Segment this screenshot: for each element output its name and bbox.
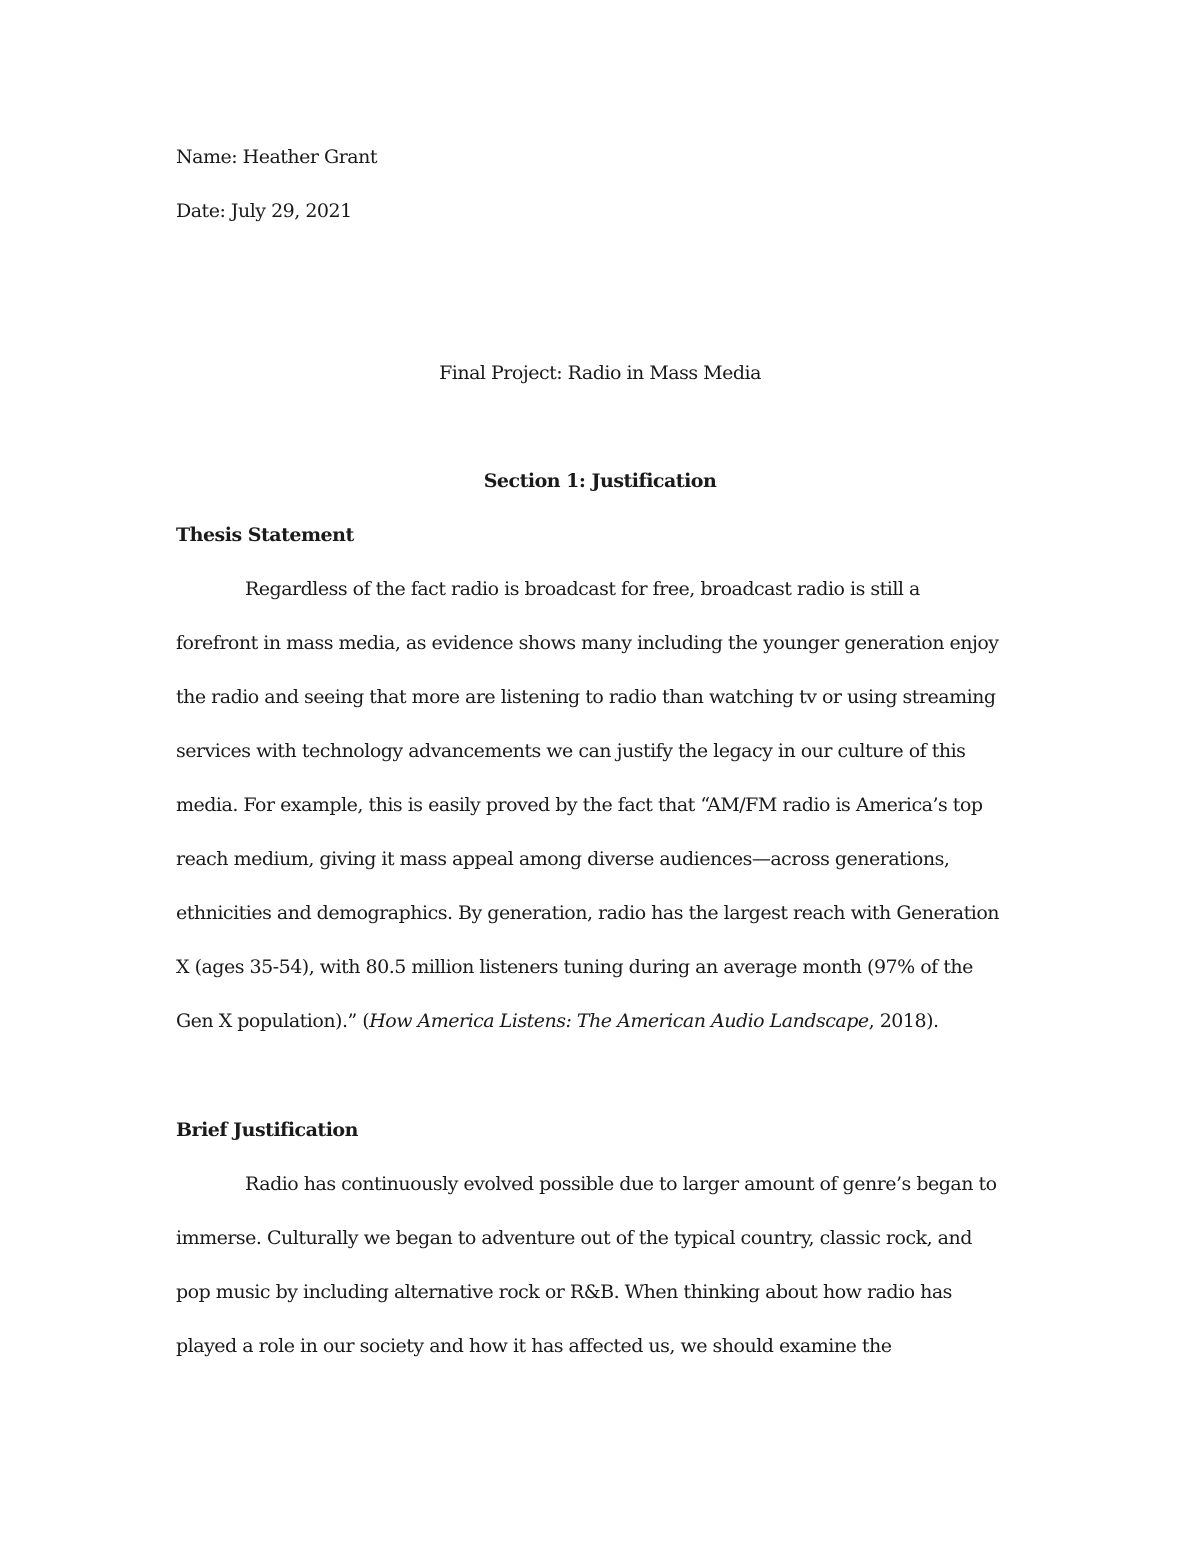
brief-heading: Brief Justification	[176, 1119, 358, 1141]
brief-line: pop music by including alternative rock or R&B. When thinking about how radio has	[176, 1281, 952, 1303]
author-name: Name: Heather Grant	[176, 146, 377, 168]
section-heading: Section 1: Justification	[483, 470, 717, 492]
brief-line: immerse. Culturally we began to adventure out of the typical country, classic rock, and	[176, 1227, 972, 1249]
thesis-heading: Thesis Statement	[176, 524, 354, 546]
brief-line: played a role in our society and how it has affected us, we should examine the	[176, 1335, 892, 1357]
thesis-line: the radio and seeing that more are listening to radio than watching tv or using streaming	[176, 686, 996, 708]
document-title: Final Project: Radio in Mass Media	[439, 362, 761, 384]
brief-line: Radio has continuously evolved possible due to larger amount of genre’s began to	[245, 1173, 997, 1195]
citation-title: How America Listens: The American Audio Landscape	[369, 1010, 869, 1032]
thesis-line: X (ages 35-54), with 80.5 million listeners tuning during an average month (97% of the	[176, 956, 973, 978]
document-date: Date: July 29, 2021	[176, 200, 352, 222]
citation-year: , 2018).	[868, 1010, 939, 1032]
thesis-line-start: Gen X population).” (	[176, 1010, 370, 1032]
thesis-line: reach medium, giving it mass appeal among diverse audiences—across generations,	[176, 848, 950, 870]
thesis-line: services with technology advancements we can justify the legacy in our culture of this	[176, 740, 966, 762]
thesis-citation-line	[176, 1009, 1036, 1033]
thesis-line: media. For example, this is easily proved by the fact that “AM/FM radio is America’s top	[176, 794, 983, 816]
thesis-line: ethnicities and demographics. By generation, radio has the largest reach with Generation	[176, 902, 1000, 924]
thesis-line: Regardless of the fact radio is broadcast for free, broadcast radio is still a	[245, 578, 920, 600]
thesis-line: forefront in mass media, as evidence shows many including the younger generation enjoy	[176, 632, 999, 654]
